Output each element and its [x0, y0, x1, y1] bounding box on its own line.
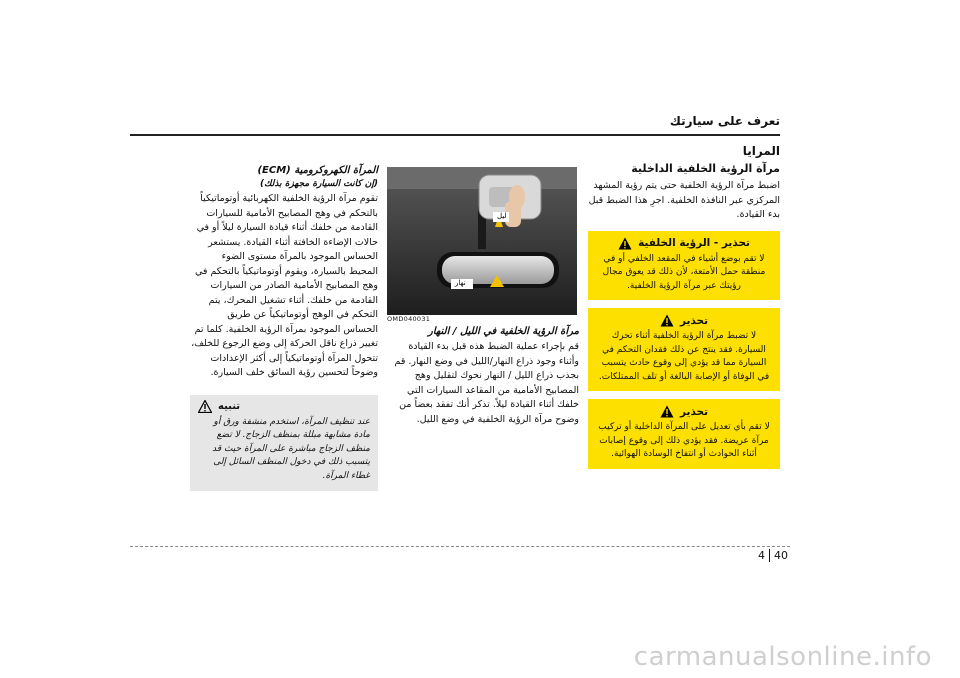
page-number-divider — [769, 549, 770, 562]
warning-icon — [660, 405, 674, 418]
photo-label-night: ليل — [497, 212, 507, 220]
chapter-number: 4 — [758, 549, 765, 562]
subsection-title-day-night: مرآة الرؤية الخلفية في الليل / النهار — [428, 326, 579, 337]
photo-code: OMD040031 — [387, 315, 431, 323]
caution-title: تنبيه — [218, 400, 241, 412]
photo-label-day: نهار — [455, 279, 466, 287]
header-rule — [130, 134, 780, 136]
mirror-illustration — [387, 167, 577, 315]
section-title: المرايا — [742, 144, 780, 158]
warning-box-modification — [588, 399, 780, 469]
footer-rule — [130, 546, 790, 547]
left-column — [190, 165, 378, 491]
warning-title: تحذير - الرؤية الخلفية — [638, 237, 750, 249]
page-number-value: 40 — [774, 549, 788, 562]
right-column — [588, 144, 780, 469]
warning-box-rear-visibility — [588, 231, 780, 301]
subsection-note-ecm: (إن كانت السيارة مجهزة بذلك) — [259, 179, 378, 189]
caution-box-cleaning — [190, 395, 378, 492]
header-title: تعرف على سيارتك — [669, 114, 780, 128]
warning-title: تحذير — [679, 314, 709, 327]
middle-column — [387, 326, 579, 427]
warning-icon — [660, 314, 674, 327]
warning-body: لا تضبط مرآة الرؤية الخلفية أثناء تحرك السيارة. فقد ينتج عن ذلك فقدان التحكم في السيارة مما قد يؤدي إلى وقوع حادث يتسبب في الوفاة أو الإصابة البالغة أو تلف الممتلكات. — [598, 331, 770, 382]
ecm-paragraph: تقوم مرآة الرؤية الخلفية الكهربائية أوتوماتيكياً بالتحكم في وهج المصابيح الأمامية للسيارات القادمة من خلفك أثناء قيادة السيارة ليلاً أو في حالات الإضاءة الخافتة أثناء القيادة. يستشعر الحساس الموجود بالمرآة مستوى الضوء المحيط بالسيارة، ويقوم أوتوماتيكياً بالتحكم في وهج المصابيح الأمامية الصادر من السيارات القادمة من خلفك. أثناء تشغيل المحرك، يتم التحكم في الوهج أوتوماتيكياً عن طريق الحساس الموجود بمرآة الرؤية الخلفية. كلما تم تغيير ذراع ناقل الحركة إلى وضع الرجوع للخلف، تتحول المرآة أوتوماتيكياً إلى أكثر الإعدادات وضوحاً لتحسين رؤية السائق خلف السيارة. — [191, 193, 378, 378]
subsection-title-inside-mirror: مرآة الرؤية الخلفية الداخلية — [631, 162, 780, 175]
watermark: carmanualsonline.info — [633, 642, 932, 672]
warning-icon — [618, 237, 632, 250]
warning-title: تحذير — [679, 405, 709, 418]
day-night-paragraph: قم بإجراء عملية الضبط هذه قبل بدء القيادة وأثناء وجود ذراع النهار/الليل في وضع النهار. قم بجذب ذراع الليل / النهار نحوك لتقليل وهج المصابيح الأمامية من المقاعد السيارات التي خلفك أثناء القيادة ليلاً. تذكر أنك تفقد بعضاً من وضوح مرآة الرؤية الخلفية في وضع الليل. — [394, 341, 579, 425]
subsection-title-ecm: المرآة الكهروكرومية (ECM) — [257, 165, 378, 176]
warning-body: لا تقم بوضع أشياء في المقعد الخلفي أو في منطقة حمل الأمتعة، لأن ذلك قد يعوق مجال رؤيتك عبر مرآة الرؤية الخلفية. — [602, 253, 766, 291]
caution-body: عند تنظيف المرآة، استخدم منشفة ورق أو مادة مشابهة مبللة بمنظف الزجاج. لا تضع منظف الزجاج مباشرة على المرآة حيث قد يتسبب ذلك في دخول المنظف السائل إلى غطاء المرآة. — [212, 416, 370, 481]
warning-body: لا تقم بأي تعديل على المرآة الداخلية أو تركيب مرآة عريضة. فقد يؤدي ذلك إلى وقوع إصابات أثناء الحوادث أو انتفاخ الوسادة الهوائية. — [598, 422, 770, 459]
intro-paragraph: اضبط مرآة الرؤية الخلفية حتى يتم رؤية المشهد المركزي عبر النافذة الخلفية. اجرِ هذا الضبط قبل بدء القيادة. — [588, 180, 780, 220]
warning-box-adjust-while-driving — [588, 308, 780, 391]
page-number — [758, 549, 788, 562]
rear-view-mirror-photo — [387, 167, 577, 315]
caution-icon — [198, 400, 212, 413]
